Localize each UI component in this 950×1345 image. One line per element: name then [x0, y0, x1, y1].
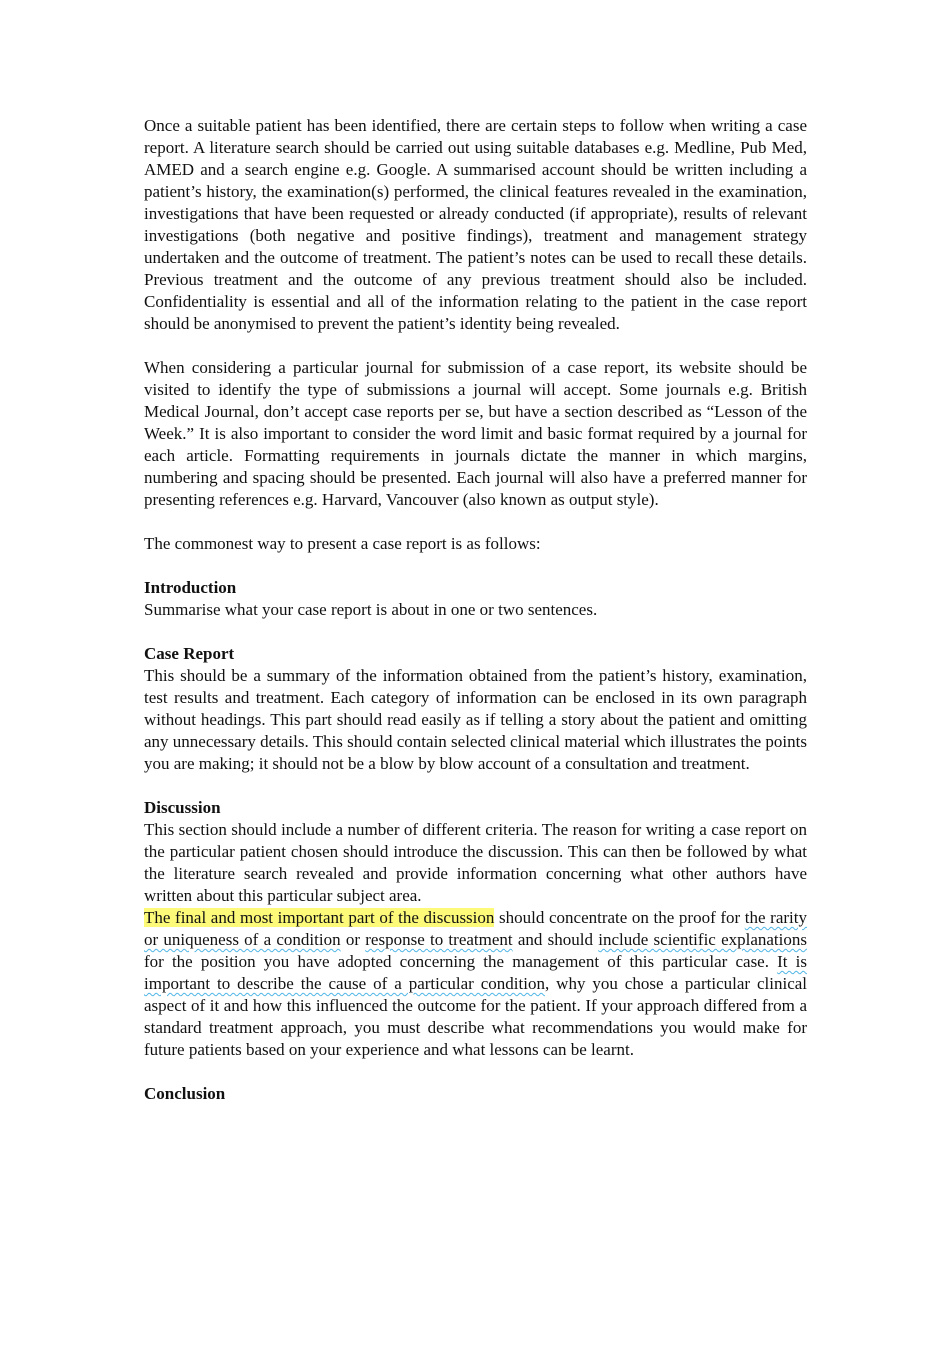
heading-introduction: Introduction — [144, 578, 237, 597]
discussion-text: This section should include a number of different criteria. The reason for writing a case report on the particular patient chosen should introduce the discussion. This can then be followed by what the literature search revealed and provide information concerning what other authors have written about this particular subject area. — [144, 820, 807, 905]
highlighted-text: The final and most important part of the discussion — [144, 908, 495, 927]
heading-case-report: Case Report — [144, 644, 235, 663]
paragraph-journal-selection: When considering a particular journal for submission of a case report, its website should be visited to identify the type of submissions a journal will accept. Some journals e.g. British Medical Journal, don’t accept case reports per se, but have a section described as “Lesson of the Week.” It is also important to consider the word limit and basic format required by a journal for each article. Formatting requirements in journals dictate the manner in which margins, numbering and spacing should be presented. Each journal will also have a preferred manner for presenting references e.g. Harvard, Vancouver (also known as output style). — [144, 358, 807, 509]
grammar-flag[interactable]: response to treatment — [365, 930, 513, 949]
section-conclusion — [144, 1083, 807, 1105]
introduction-text: Summarise what your case report is about in one or two sentences. — [144, 600, 598, 619]
paragraph-literature-search: Once a suitable patient has been identified, there are certain steps to follow when writing a case report. A literature search should be carried out using suitable databases e.g. Medline, Pub Med, AMED and a search engine e.g. Google. A summarised account should be written including a patient’s history, the examination(s) performed, the clinical features revealed in the examination, investigations that have been requested or already conducted (if appropriate), results of relevant investigations (both negative and positive findings), treatment and management strategy undertaken and the outcome of treatment. The patient’s notes can be used to recall these details. Previous treatment and the outcome of any previous treatment should also be included. Confidentiality is essential and all of the information relating to the patient in the case report should be anonymised to prevent the patient’s identity being revealed. — [144, 116, 807, 333]
text-run: should concentrate on the proof for — [494, 908, 745, 927]
text-run: , why you chose a particular clinical aspect of it and how this influenced the outcome for the patient. If your approach differed from a standard treatment approach, you must describe what recommendations you would make for future patients based on your experience and what lessons can be learnt. — [144, 974, 808, 1059]
text-run: and should — [512, 930, 599, 949]
section-introduction — [144, 577, 807, 621]
text-run: for the position you have adopted concerning the management of this particular case. — [144, 952, 778, 971]
grammar-flag[interactable]: the rarity or uniqueness of a condition — [144, 908, 807, 949]
section-case-report — [144, 643, 807, 775]
paragraph-presentation-intro: The commonest way to present a case report is as follows: — [144, 534, 541, 553]
case-report-text: This should be a summary of the information obtained from the patient’s history, examination, test results and treatment. Each category of information can be enclosed in its own paragraph without headings. This part should read easily as if telling a story about the patient and omitting any unnecessary details. This should contain selected clinical material which illustrates the points you are making; it should not be a blow by blow account of a consultation and treatment. — [144, 666, 807, 773]
section-discussion — [144, 797, 807, 1061]
heading-discussion: Discussion — [144, 798, 221, 817]
text-run: or — [340, 930, 366, 949]
heading-conclusion: Conclusion — [144, 1084, 226, 1103]
discussion-text-2 — [144, 907, 807, 1061]
grammar-flag[interactable]: include scientific explanations — [598, 930, 807, 949]
grammar-flag[interactable]: It is important to describe the cause of a particular condition — [144, 952, 807, 993]
document-page — [144, 115, 807, 1127]
